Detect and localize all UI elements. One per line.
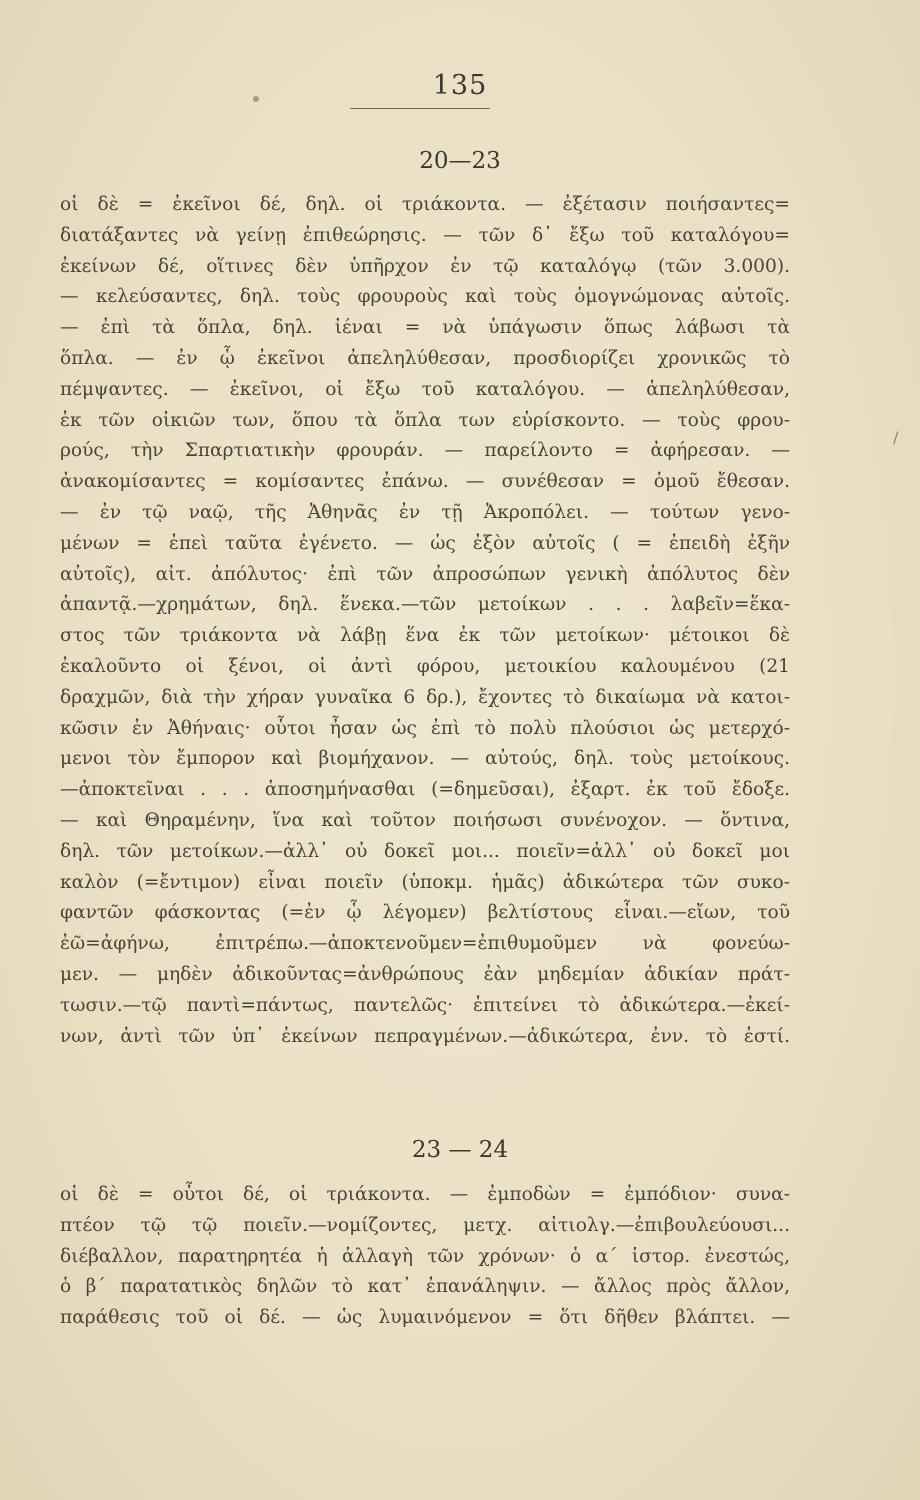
text-line: — καὶ Θηραμένην, ἵνα καὶ τοῦτον ποιήσωσι συνένοχον. — ὅντινα, bbox=[60, 809, 790, 831]
text-line: — ἐπὶ τὰ ὅπλα, δηλ. ἰέναι = νὰ ὑπάγωσιν ὅπως λάβωσι τὰ bbox=[60, 317, 790, 339]
text-line: μενοι τὸν ἔμπορον καὶ βιομήχανον. — αὐτούς, δηλ. τοὺς μετοίκους. bbox=[60, 748, 790, 770]
print-speck bbox=[253, 96, 259, 102]
text-line: διέβαλλον, παρατηρητέα ἡ ἀλλαγὴ τῶν χρόνων· ὁ α´ ἱστορ. ἐνεστώς, bbox=[60, 1245, 790, 1267]
text-line: μεν. — μηδὲν ἀδικοῦντας=ἀνθρώπους ἐὰν μηδεμίαν ἀδικίαν πράτ- bbox=[60, 963, 790, 985]
text-line: πέμψαντες. — ἐκεῖνοι, οἱ ἔξω τοῦ καταλόγου. — ἀπεληλύθεσαν, bbox=[60, 378, 790, 400]
text-line: διατάξαντες νὰ γείνῃ ἐπιθεώρησις. — τῶν δ᾽ ἔξω τοῦ καταλόγου= bbox=[60, 224, 790, 246]
text-line: καλὸν (=ἔντιμον) εἶναι ποιεῖν (ὑποκμ. ἡμᾶς) ἀδικώτερα τῶν συκο- bbox=[60, 871, 790, 893]
text-line: νων, ἀντὶ τῶν ὑπ᾽ ἐκείνων πεπραγμένων.—ἀδικώτερα, ἐνν. τὸ ἐστί. bbox=[60, 1025, 790, 1047]
text-line: ὅπλα. — ἐν ᾧ ἐκεῖνοι ἀπεληλύθεσαν, προσδιορίζει χρονικῶς τὸ bbox=[60, 347, 790, 369]
text-line: ἐκ τῶν οἰκιῶν των, ὅπου τὰ ὅπλα των εὑρίσκοντο. — τοὺς φρου- bbox=[60, 409, 790, 431]
text-line: — ἐν τῷ ναῷ, τῆς Ἀθηνᾶς ἐν τῇ Ἀκροπόλει. — τούτων γενο- bbox=[60, 501, 790, 523]
text-line: ὁ β´ παρατατικὸς δηλῶν τὸ κατ᾽ ἐπανάληψιν. — ἄλλος πρὸς ἄλλον, bbox=[60, 1276, 790, 1298]
text-line: ρούς, τὴν Σπαρτιατικὴν φρουράν. — παρείλοντο = ἀφήρεσαν. — bbox=[60, 440, 790, 462]
text-line: — κελεύσαντες, δηλ. τοὺς φρουροὺς καὶ τοὺς ὁμογνώμονας αὐτοῖς. bbox=[60, 286, 790, 308]
text-line: οἱ δὲ = οὗτοι δέ, οἱ τριάκοντα. — ἐμποδὼν = ἐμπόδιον· συνα- bbox=[60, 1184, 790, 1205]
margin-mark: / bbox=[893, 428, 899, 447]
text-line: ἐκείνων δέ, οἵτινες δὲν ὑπῆρχον ἐν τῷ καταλόγῳ (τῶν 3.000). bbox=[60, 255, 790, 277]
commentary-block-1 bbox=[60, 190, 790, 1052]
text-line: τωσιν.—τῷ παντὶ=πάντως, παντελῶς· ἐπιτείνει τὸ ἀδικώτερα.—ἐκεί- bbox=[60, 994, 790, 1016]
page-number: 135 bbox=[432, 70, 488, 101]
commentary-block-2 bbox=[60, 1180, 790, 1334]
text-line: ἀνακομίσαντες = κομίσαντες ἐπάνω. — συνέθεσαν = ὁμοῦ ἔθεσαν. bbox=[60, 471, 790, 493]
text-line: κῶσιν ἐν Ἀθήναις· οὗτοι ἦσαν ὡς ἐπὶ τὸ πολὺ πλούσιοι ὡς μετερχό- bbox=[60, 717, 790, 739]
section-heading-1: 20—23 bbox=[419, 148, 501, 174]
text-line: ἐῶ=ἀφήνω, ἐπιτρέπω.—ἀποκτενοῦμεν=ἐπιθυμοῦμεν νὰ φονεύω- bbox=[60, 933, 790, 955]
text-line: πτέον τῷ τῷ ποιεῖν.—νομίζοντες, μετχ. αἰτιολγ.—ἐπιβουλεύουσι... bbox=[60, 1214, 790, 1236]
text-line: μένων = ἐπεὶ ταῦτα ἐγένετο. — ὡς ἐξὸν αὐτοῖς ( = ἐπειδὴ ἐξῆν bbox=[60, 532, 790, 554]
text-line: ἀπαντᾷ.—χρημάτων, δηλ. ἕνεκα.—τῶν μετοίκων . . . λαβεῖν=ἕκα- bbox=[60, 594, 790, 616]
text-line: δηλ. τῶν μετοίκων.—ἀλλ᾽ οὐ δοκεῖ μοι... ποιεῖν=ἀλλ᾽ οὐ δοκεῖ μοι bbox=[60, 840, 790, 862]
text-line: οἱ δὲ = ἐκεῖνοι δέ, δηλ. οἱ τριάκοντα. — ἐξέτασιν ποιήσαντες= bbox=[60, 194, 790, 215]
text-line: φαντῶν φάσκοντας (=ἐν ᾧ λέγομεν) βελτίστους εἶναι.—εἴων, τοῦ bbox=[60, 902, 790, 924]
text-line: στος τῶν τριάκοντα νὰ λάβῃ ἕνα ἐκ τῶν μετοίκων· μέτοικοι δὲ bbox=[60, 625, 790, 647]
section-heading-2: 23 — 24 bbox=[411, 1137, 509, 1163]
text-line: αὐτοῖς), αἰτ. ἀπόλυτος· ἐπὶ τῶν ἀπροσώπων γενικὴ ἀπόλυτος δὲν bbox=[60, 563, 790, 585]
text-line: δραχμῶν, διὰ τὴν χήραν γυναῖκα 6 δρ.), ἔχοντες τὸ δικαίωμα νὰ κατοι- bbox=[60, 686, 790, 708]
header-rule bbox=[350, 108, 490, 109]
text-line: παράθεσις τοῦ οἱ δέ. — ὡς λυμαινόμενον = ὅτι δῆθεν βλάπτει. — bbox=[60, 1307, 790, 1329]
text-line: —ἀποκτεῖναι . . . ἀποσημήνασθαι (=δημεῦσαι), ἐξαρτ. ἐκ τοῦ ἔδοξε. bbox=[60, 779, 790, 801]
text-line: ἐκαλοῦντο οἱ ξένοι, οἱ ἀντὶ φόρου, μετοικίου καλουμένου (21 bbox=[60, 655, 790, 677]
